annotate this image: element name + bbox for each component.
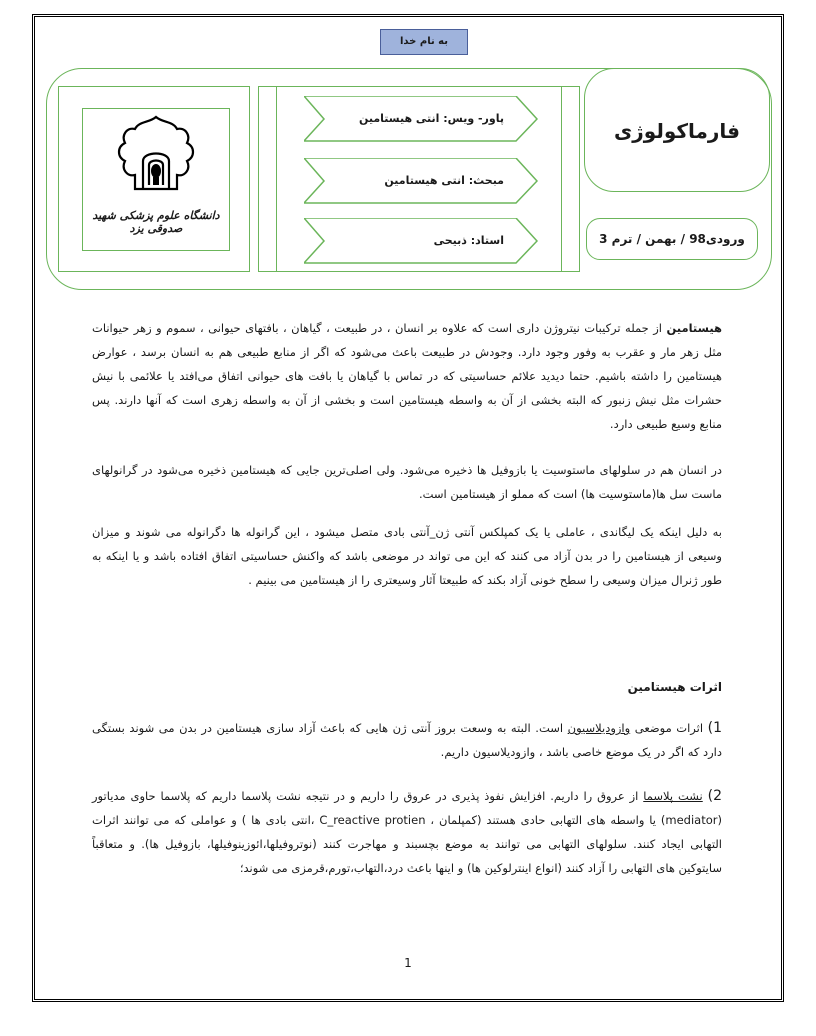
powerpoint-label: پاور- ویس: انتی هیستامین [358,112,504,125]
logo-caption: دانشگاه علوم پزشکی شهید صدوقی یزد [92,209,220,235]
item-1-prefix: اثرات موضعی [630,721,708,735]
topic-label: مبحث: انتی هیستامین [384,174,504,187]
paragraph-2 [92,458,722,516]
effect-item-1 [92,716,722,764]
paragraph-1 [92,316,722,436]
item-1-number: 1) [707,720,722,736]
instructor-label: استاد: ذبیحی [433,234,504,247]
effect-item-2 [92,784,722,880]
paragraph-1-text: از جمله ترکیبات نیتروژن داری است که علاوه بر انسان ، در طبیعت ، گیاهان ، بافتهای حیوانی ، سموم و زهر حیوانات مثل زهر مار و عقرب به وفور وجود دارد. وجودش در طبیعت باعث می‌شود که اگر از منابع طبیعی هم به انسان برسد ، عوارض هیستامین را داشته باشیم. حتما دیدید علائم حساسیتی که در تماس با گیاهان یا بافت های حیوانی اتفاق می‌افتد یا علائمی با نیش حشرات مثل نیش زنبور که البته بخشی از آن به واسطه هیستامین است و بخشی از آن به واسطه زهری است که آنها دارند. پس منابع وسیع طبیعی دارد. [92,321,722,431]
vasodilation-term: وازودیلاسیون [567,721,631,735]
paragraph-2-text: در انسان هم در سلولهای ماستوسیت یا بازوفیل ها ذخیره می‌شود. ولی اصلی‌ترین جایی که هیستامین ذخیره می‌شود در گرانولهای ماست سل ها(ماستوسیت ها) است که مملو از هیستامین است. [92,463,722,501]
instructor-banner [304,218,538,264]
item-2-number: 2) [707,788,722,804]
topic-banner [304,158,538,204]
item-1-text: است. البته به وسعت بروز آنتی ژن هایی که باعث آزاد سازی هیستامین در بدن می شوند بستگی دارد که اگر در یک موضع خاصی باشد ، وازودیلاسیون داریم. [92,721,722,759]
page-number: 1 [404,956,412,970]
entry-info: ورودی98 / بهمن / ترم 3 [586,218,758,260]
university-logo [82,108,230,251]
plasma-leak-term: نشت پلاسما [643,789,703,803]
effects-heading: اثرات هیستامین [627,680,722,694]
item-2-text: از عروق را داریم. افزایش نفوذ پذیری در عروق را داریم و در نتیجه نشت پلاسما داریم که پلاسما حاوی مدیاتور (mediator) یا واسطه های التهابی حادی هستند (کمپلمان ، C_reactive protien ،انتی بادی ها ) و عواملی که می توانند اثرات التهابی ایجاد کنند. سلولهای التهابی می توانند به موضع بچسبند و مهاجرت کنند (نوتروفیلها،ائوزینوفیلها، بازوفیل ها). و متعاقباً سایتوکین های التهابی را آزاد کنند (انواع اینترلوکین ها) و اینها باعث درد،التهاب،تورم،قرمزی می شوند؛ [92,789,722,875]
paragraph-3 [92,520,722,602]
powerpoint-banner [304,96,538,142]
paragraph-3-text: به دلیل اینکه یک لیگاندی ، عاملی یا یک کمپلکس آنتی ژن_آنتی بادی متصل میشود ، این گرانوله ها دگرانوله می شوند و میزان وسیعی از هیستامین را در بدن آزاد می کنند که این می تواند در موضعی باشد که واکنش حساسیتی اتفاق افتاده باشد و یا اینکه به طور ژنرال میزان وسیعی را سطح خونی آزاد بکند که طبیعتا آثار وسیعتری را از هیستامین می بینیم . [92,525,722,587]
bismillah-label: به نام خدا [380,29,468,55]
course-title: فارماکولوژی [584,68,770,192]
intro-section [92,316,722,446]
histamine-term: هیستامین [666,321,722,335]
